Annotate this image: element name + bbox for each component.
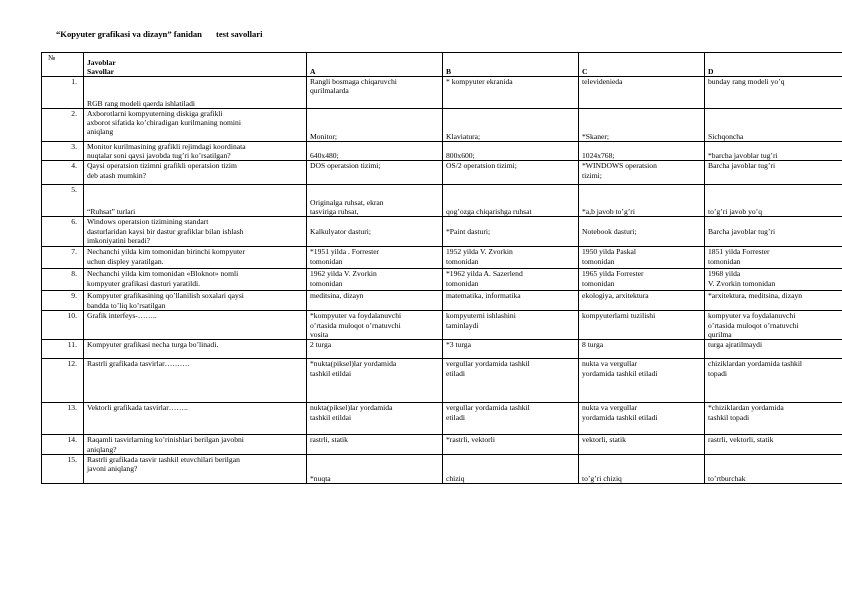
row-number: 4. bbox=[42, 161, 84, 185]
table-row bbox=[42, 161, 842, 185]
answer-a-cell: *nuqta bbox=[307, 454, 443, 483]
answer-d-cell: turga ajratilmaydi bbox=[705, 340, 842, 359]
answer-b-cell: qog’ozga chiqarishga ruhsat bbox=[443, 185, 579, 217]
answer-a-cell: *kompyuter va foydalanuvchi o’rtasida muloqot o’rnatuvchi vosita bbox=[307, 311, 443, 340]
question-cell: Monitor kurilmasining grafikli rejimdagi koordinata nuqtalar soni qaysi javobda tug’ri ko’rsatilgan? bbox=[84, 142, 307, 161]
row-number: 2. bbox=[42, 109, 84, 142]
table-row bbox=[42, 142, 842, 161]
header-question bbox=[84, 53, 307, 77]
title-subject: “Kopyuter grafikasi va dizayn” fanidan bbox=[56, 29, 202, 39]
row-number: 15. bbox=[42, 454, 84, 483]
answer-b-cell: matematika, informatika bbox=[443, 291, 579, 311]
answer-a-cell: 640x480; bbox=[307, 142, 443, 161]
question-cell: Vektorli grafikada tasvirlar…….. bbox=[84, 403, 307, 435]
row-number: 13. bbox=[42, 403, 84, 435]
answer-a-cell: DOS operatsion tizimi; bbox=[307, 161, 443, 185]
header-questions-label: Savollar bbox=[87, 66, 115, 76]
question-cell: RGB rang modeli qaerda ishlatiladi bbox=[84, 77, 307, 109]
title-suffix: test savollari bbox=[215, 29, 263, 39]
table-row bbox=[42, 109, 842, 142]
table-row bbox=[42, 217, 842, 247]
table-row bbox=[42, 403, 842, 435]
answer-b-cell: *3 turga bbox=[443, 340, 579, 359]
answer-d-cell: rastrli, vektorli, statik bbox=[705, 435, 842, 454]
answer-b-cell: *Paint dasturi; bbox=[443, 217, 579, 247]
question-cell: “Ruhsat” turlari bbox=[84, 185, 307, 217]
answer-d-cell: *arxitektura, meditsina, dizayn bbox=[705, 291, 842, 311]
answer-a-cell: rastrli, statik bbox=[307, 435, 443, 454]
document-title bbox=[56, 29, 263, 39]
answer-c-cell: nukta va vergullar yordamida tashkil etiladi bbox=[579, 403, 705, 435]
row-number: 11. bbox=[42, 340, 84, 359]
answer-a-cell: Kalkulyator dasturi; bbox=[307, 217, 443, 247]
answer-a-cell: nukta(piksel)lar yordamida tashkil etildai bbox=[307, 403, 443, 435]
row-number: 6. bbox=[42, 217, 84, 247]
answer-a-cell: Originalga ruhsat, ekran tasviriga ruhsat, bbox=[307, 185, 443, 217]
answer-d-cell: to’rtburchak bbox=[705, 454, 842, 483]
table-row bbox=[42, 185, 842, 217]
answer-b-cell: vergullar yordamida tashkil etiladi bbox=[443, 403, 579, 435]
table-row bbox=[42, 454, 842, 483]
question-cell: Kompyuter grafikasi necha turga bo’linadi. bbox=[84, 340, 307, 359]
question-cell: Rastrli grafikada tasvir tashkil etuvchilari berilgan javoni aniqlang? bbox=[84, 454, 307, 483]
answer-c-cell: 1024x768; bbox=[579, 142, 705, 161]
answer-d-cell: Barcha javoblar tug’ri bbox=[705, 217, 842, 247]
answer-a-cell: 1962 yilda V. Zvorkin tomonidan bbox=[307, 269, 443, 291]
header-answers-label: Javoblar bbox=[87, 57, 116, 67]
answer-d-cell: *chiziklardan yordamida tashkil topadi bbox=[705, 403, 842, 435]
table-header-row bbox=[42, 53, 842, 77]
table-row bbox=[42, 269, 842, 291]
answer-b-cell: vergullar yordamida tashkil etiladi bbox=[443, 359, 579, 403]
header-d: D bbox=[705, 53, 842, 77]
table-row bbox=[42, 340, 842, 359]
header-a: A bbox=[307, 53, 443, 77]
question-cell: Nechanchi yilda kim tomonidan «Bloknot» nomli kompyuter grafikasi dasturi yaratildi. bbox=[84, 269, 307, 291]
question-cell: Rastrli grafikada tasvirlar………. bbox=[84, 359, 307, 403]
question-cell: Raqamli tasvirlarning ko’rinishlari berilgan javobni aniqlang? bbox=[84, 435, 307, 454]
answer-b-cell: *1962 yilda A. Sazerlend tomonidan bbox=[443, 269, 579, 291]
answer-c-cell: *WINDOWS operatsion tizimi; bbox=[579, 161, 705, 185]
question-cell: Nechanchi yilda kim tomonidan birinchi kompyuter uchun displey yaratilgan. bbox=[84, 247, 307, 269]
answer-b-cell: * kompyuter ekranida bbox=[443, 77, 579, 109]
table-row bbox=[42, 291, 842, 311]
header-c: C bbox=[579, 53, 705, 77]
row-number: 1. bbox=[42, 77, 84, 109]
answer-d-cell: chiziklardan yordamida tashkil topadi bbox=[705, 359, 842, 403]
table-row bbox=[42, 247, 842, 269]
answer-d-cell: *barcha javoblar tug’ri bbox=[705, 142, 842, 161]
answer-c-cell: Notebook dasturi; bbox=[579, 217, 705, 247]
header-number: № bbox=[42, 53, 84, 77]
answer-c-cell: ekologiya, arxitektura bbox=[579, 291, 705, 311]
answer-d-cell: Sichqoncha bbox=[705, 109, 842, 142]
answer-c-cell: vektorli, statik bbox=[579, 435, 705, 454]
answer-b-cell: Klaviatura; bbox=[443, 109, 579, 142]
answer-b-cell: kompyuterni ishlashini taminlaydi bbox=[443, 311, 579, 340]
answer-d-cell: bunday rang modeli yo’q bbox=[705, 77, 842, 109]
answer-c-cell: 1950 yilda Paskal tomonidan bbox=[579, 247, 705, 269]
table-row bbox=[42, 435, 842, 454]
answer-a-cell: *1951 yilda . Forrester tomonidan bbox=[307, 247, 443, 269]
answer-c-cell: 8 turga bbox=[579, 340, 705, 359]
table-row bbox=[42, 311, 842, 340]
answer-a-cell: Rangli bosmaga chiqaruvchi qurilmalarda bbox=[307, 77, 443, 109]
question-cell: Grafik interfeys-…….. bbox=[84, 311, 307, 340]
table-body bbox=[42, 77, 842, 484]
header-b: B bbox=[443, 53, 579, 77]
answer-a-cell: 2 turga bbox=[307, 340, 443, 359]
answer-d-cell: Barcha javoblar tug’ri bbox=[705, 161, 842, 185]
answer-d-cell: to’g’ri javob yo’q bbox=[705, 185, 842, 217]
test-questions-table bbox=[41, 52, 842, 484]
answer-b-cell: chiziq bbox=[443, 454, 579, 483]
answer-c-cell: *a,b javob to’g’ri bbox=[579, 185, 705, 217]
answer-c-cell: nukta va vergullar yordamida tashkil etiladi bbox=[579, 359, 705, 403]
row-number: 3. bbox=[42, 142, 84, 161]
answer-a-cell: Monitor; bbox=[307, 109, 443, 142]
row-number: 8. bbox=[42, 269, 84, 291]
answer-a-cell: meditsina, dizayn bbox=[307, 291, 443, 311]
answer-c-cell: to’g’ri chiziq bbox=[579, 454, 705, 483]
question-cell: Qaysi operatsion tizimni grafikli operatsion tizim deb atash mumkin? bbox=[84, 161, 307, 185]
row-number: 12. bbox=[42, 359, 84, 403]
answer-b-cell: *rastrli, vektorli bbox=[443, 435, 579, 454]
answer-c-cell: televidenieda bbox=[579, 77, 705, 109]
question-cell: Axborotlarni kompyuterning diskiga grafikli axborot sifatida ko’chiradigan kurilmaning nomini aniqlang bbox=[84, 109, 307, 142]
row-number: 10. bbox=[42, 311, 84, 340]
answer-a-cell: *nukta(piksel)lar yordamida tashkil etildai bbox=[307, 359, 443, 403]
row-number: 9. bbox=[42, 291, 84, 311]
row-number: 5. bbox=[42, 185, 84, 217]
answer-b-cell: 800x600; bbox=[443, 142, 579, 161]
answer-b-cell: OS/2 operatsion tizimi; bbox=[443, 161, 579, 185]
answer-d-cell: kompyuter va foydalanuvchi o’rtasida muloqot o’rnatuvchi qurilma bbox=[705, 311, 842, 340]
answer-d-cell: 1968 yilda V. Zvorkin tomonidan bbox=[705, 269, 842, 291]
answer-c-cell: *Skaner; bbox=[579, 109, 705, 142]
answer-c-cell: kompyuterlarni tuzilishi bbox=[579, 311, 705, 340]
answer-c-cell: 1965 yilda Forrester tomonidan bbox=[579, 269, 705, 291]
answer-b-cell: 1952 yilda V. Zvorkin tomonidan bbox=[443, 247, 579, 269]
table-row bbox=[42, 359, 842, 403]
row-number: 14. bbox=[42, 435, 84, 454]
question-cell: Kompyuter grafikasining qo’llanilish soxalari qaysi bandda to’liq ko’rsatilgan bbox=[84, 291, 307, 311]
row-number: 7. bbox=[42, 247, 84, 269]
table-row bbox=[42, 77, 842, 109]
question-cell: Windows operatsion tizimining standart dasturlaridan kaysi bir dastur grafiklar bilan ishlash imkoniyatini beradi? bbox=[84, 217, 307, 247]
answer-d-cell: 1851 yilda Forrester tomonidan bbox=[705, 247, 842, 269]
